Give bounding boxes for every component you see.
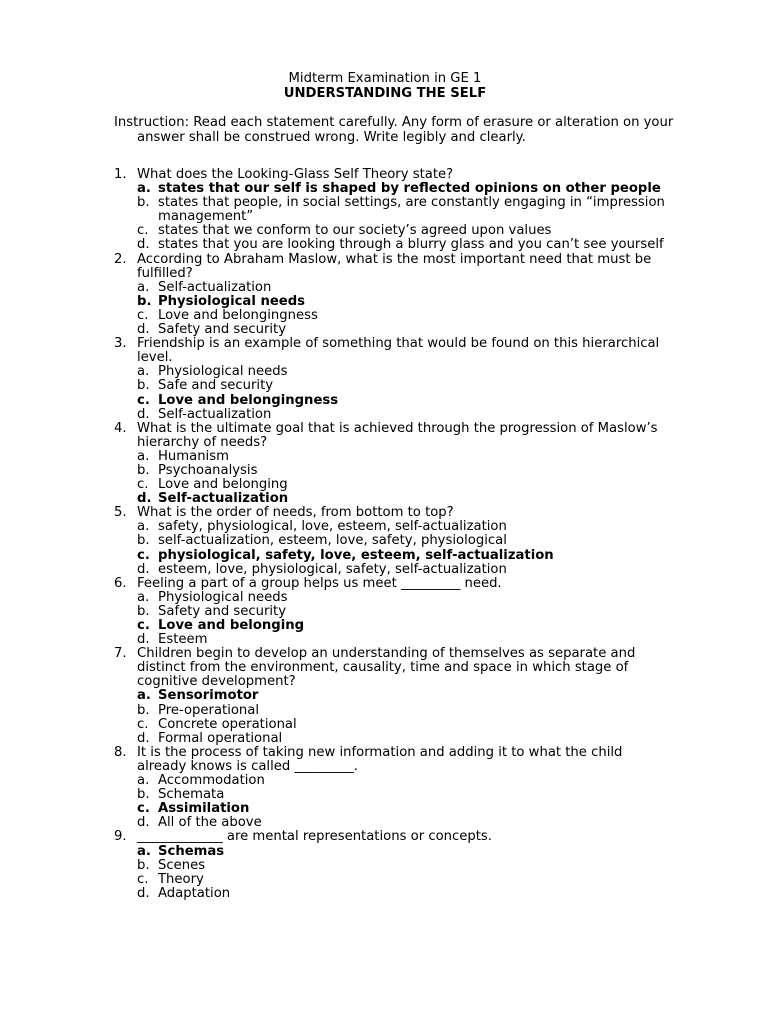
option-letter: c. bbox=[137, 547, 150, 563]
question-item bbox=[114, 506, 674, 576]
question-number: 9. bbox=[114, 829, 127, 845]
option-text: Concrete operational bbox=[158, 716, 297, 732]
option-text: Safe and security bbox=[158, 378, 274, 394]
option-letter: b. bbox=[137, 293, 152, 309]
option-letter: a. bbox=[137, 773, 150, 789]
option-letter: a. bbox=[137, 519, 150, 535]
option-text: states that we conform to our society’s agreed upon values bbox=[158, 223, 552, 239]
question-item bbox=[114, 253, 674, 338]
correct-answer-option bbox=[137, 689, 674, 703]
option-letter: c. bbox=[137, 223, 149, 239]
option-text: Physiological needs bbox=[158, 364, 288, 380]
option-text: Esteem bbox=[158, 632, 208, 648]
answer-option bbox=[137, 408, 674, 422]
answer-option bbox=[137, 788, 674, 802]
answer-option bbox=[137, 816, 674, 830]
question-text: According to Abraham Maslow, what is the most important need that must be fulfilled? bbox=[137, 251, 652, 281]
option-text: Humanism bbox=[158, 448, 229, 464]
exam-header bbox=[0, 71, 768, 102]
option-list bbox=[137, 845, 674, 901]
option-letter: d. bbox=[137, 237, 150, 253]
option-letter: d. bbox=[137, 491, 152, 507]
correct-answer-option bbox=[137, 394, 674, 408]
question-number: 7. bbox=[114, 646, 127, 662]
question-item bbox=[114, 337, 674, 422]
option-letter: d. bbox=[137, 885, 150, 901]
answer-option bbox=[137, 196, 674, 224]
option-text: Self-actualization bbox=[158, 279, 272, 295]
option-letter: b. bbox=[137, 533, 150, 549]
question-number: 6. bbox=[114, 575, 127, 591]
option-text: Accommodation bbox=[158, 773, 265, 789]
option-text: Pre-operational bbox=[158, 702, 260, 718]
option-letter: a. bbox=[137, 843, 151, 859]
option-text: Safety and security bbox=[158, 603, 287, 619]
correct-answer-option bbox=[137, 295, 674, 309]
option-text: self-actualization, esteem, love, safety, physiological bbox=[158, 533, 507, 549]
answer-option bbox=[137, 478, 674, 492]
correct-answer-option bbox=[137, 619, 674, 633]
question-item bbox=[114, 577, 674, 647]
option-list bbox=[137, 450, 674, 506]
option-text: Self-actualization bbox=[158, 491, 289, 507]
option-text: Love and belongingness bbox=[158, 392, 339, 408]
option-text: safety, physiological, love, esteem, self-actualization bbox=[158, 519, 507, 535]
option-text: Theory bbox=[158, 871, 204, 887]
question-text: Children begin to develop an understanding of themselves as separate and distinct from the environment, causality, time and space in which stage of cognitive development? bbox=[137, 646, 636, 690]
option-text: states that our self is shaped by reflected opinions on other people bbox=[158, 181, 661, 197]
correct-answer-option bbox=[137, 549, 674, 563]
option-text: Physiological needs bbox=[158, 589, 288, 605]
question-number: 3. bbox=[114, 336, 127, 352]
answer-option bbox=[137, 605, 674, 619]
answer-option bbox=[137, 591, 674, 605]
answer-option bbox=[137, 238, 674, 252]
question-text: What is the ultimate goal that is achieved through the progression of Maslow’s hierarchy of needs? bbox=[137, 420, 658, 450]
option-text: Love and belonging bbox=[158, 618, 305, 633]
option-letter: a. bbox=[137, 279, 150, 295]
answer-option bbox=[137, 859, 674, 873]
answer-option bbox=[137, 224, 674, 238]
option-letter: d. bbox=[137, 730, 150, 746]
option-letter: b. bbox=[137, 462, 150, 478]
option-text: Psychoanalysis bbox=[158, 462, 258, 478]
answer-option bbox=[137, 887, 674, 901]
option-letter: a. bbox=[137, 448, 150, 464]
option-letter: c. bbox=[137, 392, 150, 408]
option-list bbox=[137, 689, 674, 745]
correct-answer-option bbox=[137, 845, 674, 859]
answer-option bbox=[137, 365, 674, 379]
answer-option bbox=[137, 732, 674, 746]
option-text: Love and belonging bbox=[158, 477, 288, 493]
exam-subject: UNDERSTANDING THE SELF bbox=[283, 86, 487, 102]
option-letter: b. bbox=[137, 702, 150, 718]
correct-answer-option bbox=[137, 802, 674, 816]
answer-option bbox=[137, 718, 674, 732]
question-item bbox=[114, 422, 674, 507]
answer-option bbox=[137, 281, 674, 295]
option-letter: a. bbox=[137, 589, 150, 605]
option-text: All of the above bbox=[158, 815, 262, 831]
correct-answer-option bbox=[137, 492, 674, 506]
option-letter: a. bbox=[137, 688, 151, 704]
option-text: Adaptation bbox=[158, 885, 231, 901]
answer-option bbox=[137, 534, 674, 548]
option-letter: d. bbox=[137, 322, 150, 338]
option-text: Schemata bbox=[158, 787, 225, 803]
option-list bbox=[137, 182, 674, 252]
question-item bbox=[114, 830, 674, 900]
answer-option bbox=[137, 309, 674, 323]
question-item bbox=[114, 746, 674, 831]
option-list bbox=[137, 591, 674, 647]
answer-option bbox=[137, 323, 674, 337]
answer-option bbox=[137, 379, 674, 393]
question-number: 5. bbox=[114, 505, 127, 521]
option-letter: c. bbox=[137, 618, 150, 633]
answer-option bbox=[137, 464, 674, 478]
option-text: Scenes bbox=[158, 857, 206, 873]
option-letter: c. bbox=[137, 477, 149, 493]
option-list bbox=[137, 774, 674, 830]
option-text: Physiological needs bbox=[158, 293, 306, 309]
option-letter: d. bbox=[137, 815, 150, 831]
question-list bbox=[114, 168, 674, 901]
option-text: Assimilation bbox=[158, 801, 250, 817]
question-text: What is the order of needs, from bottom to top? bbox=[137, 505, 454, 521]
option-letter: a. bbox=[137, 364, 150, 380]
option-letter: b. bbox=[137, 787, 150, 803]
option-letter: b. bbox=[137, 378, 150, 394]
question-number: 4. bbox=[114, 420, 127, 436]
question-text: It is the process of taking new information and adding it to what the child already knows is called _________. bbox=[137, 744, 623, 774]
question-number: 1. bbox=[114, 167, 127, 182]
question-item bbox=[114, 168, 674, 253]
option-letter: a. bbox=[137, 181, 151, 197]
question-text: Friendship is an example of something that would be found on this hierarchical level. bbox=[137, 336, 660, 366]
question-text: _____________ are mental representations or concepts. bbox=[137, 829, 492, 845]
option-letter: c. bbox=[137, 871, 149, 887]
question-number: 8. bbox=[114, 744, 127, 760]
option-list bbox=[137, 281, 674, 337]
option-list bbox=[137, 520, 674, 576]
answer-option bbox=[137, 873, 674, 887]
option-text: Sensorimotor bbox=[158, 688, 259, 704]
option-letter: d. bbox=[137, 632, 150, 648]
answer-option bbox=[137, 563, 674, 577]
option-letter: b. bbox=[137, 195, 150, 211]
answer-option bbox=[137, 450, 674, 464]
option-list bbox=[137, 365, 674, 421]
option-text: Self-actualization bbox=[158, 406, 272, 422]
question-item bbox=[114, 647, 674, 746]
option-text: states that people, in social settings, are constantly engaging in “impression management” bbox=[158, 195, 665, 225]
option-letter: c. bbox=[137, 801, 150, 817]
answer-option bbox=[137, 704, 674, 718]
option-text: Safety and security bbox=[158, 322, 287, 338]
option-text: states that you are looking through a blurry glass and you can’t see yourself bbox=[158, 237, 664, 253]
option-text: physiological, safety, love, esteem, self-actualization bbox=[158, 547, 554, 563]
exam-title: Midterm Examination in GE 1 bbox=[288, 71, 482, 86]
correct-answer-option bbox=[137, 182, 674, 196]
instruction-text: Instruction: Read each statement carefully. Any form of erasure or alteration on your answer shall be construed wrong. Write legibly and clearly. bbox=[114, 115, 674, 146]
answer-option bbox=[137, 520, 674, 534]
option-text: esteem, love, physiological, safety, self-actualization bbox=[158, 561, 507, 577]
option-text: Love and belongingness bbox=[158, 307, 318, 323]
question-text: What does the Looking-Glass Self Theory state? bbox=[137, 167, 454, 182]
question-text: Feeling a part of a group helps us meet _________ need. bbox=[137, 575, 502, 591]
option-text: Schemas bbox=[158, 843, 225, 859]
option-letter: d. bbox=[137, 406, 150, 422]
option-letter: b. bbox=[137, 603, 150, 619]
option-letter: c. bbox=[137, 716, 149, 732]
option-letter: c. bbox=[137, 307, 149, 323]
question-number: 2. bbox=[114, 251, 127, 267]
option-text: Formal operational bbox=[158, 730, 283, 746]
option-letter: b. bbox=[137, 857, 150, 873]
option-letter: d. bbox=[137, 561, 150, 577]
answer-option bbox=[137, 774, 674, 788]
answer-option bbox=[137, 633, 674, 647]
